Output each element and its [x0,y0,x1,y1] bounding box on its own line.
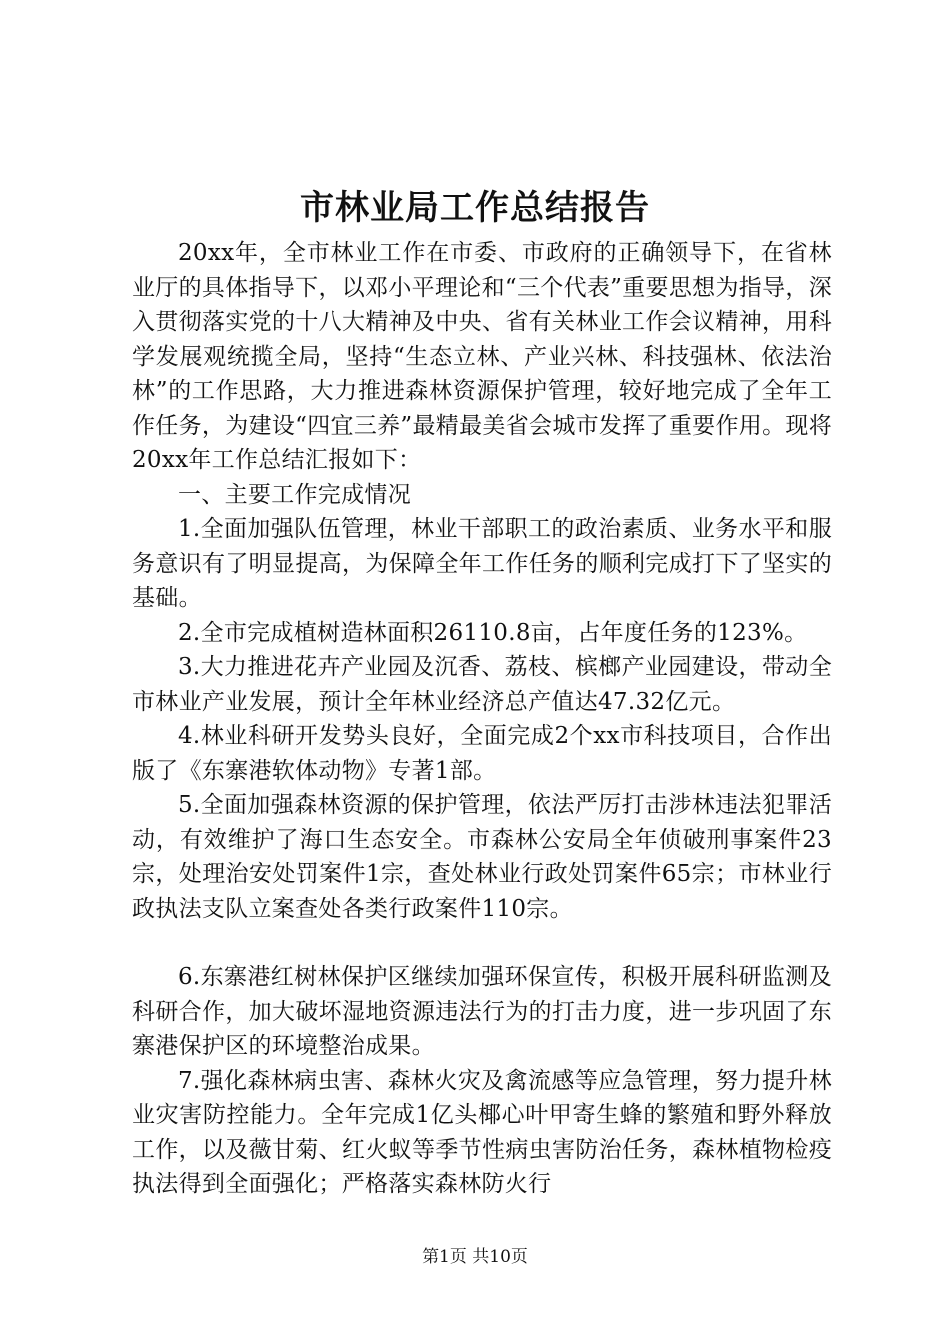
page-footer: 第1页 共10页 [422,1247,528,1267]
section-heading: 一、主要工作完成情况 [178,481,411,508]
document-body [132,236,832,1202]
paragraph-item-2: 2.全市完成植树造林面积26110.8亩，占年度任务的123%。 [178,619,808,646]
paragraph-item-3: 3.大力推进花卉产业园及沉香、荔枝、槟榔产业园建设，带动全市林业产业发展，预计全年林业经济总产值达47.32亿元。 [132,654,832,715]
paragraph-item-5: 5.全面加强森林资源的保护管理，依法严厉打击涉林违法犯罪活动，有效维护了海口生态安全。市森林公安局全年侦破刑事案件23宗，处理治安处罚案件1宗，查处林业行政处罚案件65宗；市林业行政执法支队立案查处各类行政案件110宗。 [132,792,832,922]
paragraph-item-1: 1.全面加强队伍管理，林业干部职工的政治素质、业务水平和服务意识有了明显提高，为保障全年工作任务的顺利完成打下了坚实的基础。 [132,516,832,611]
paragraph-item-7: 7.强化森林病虫害、森林火灾及禽流感等应急管理，努力提升林业灾害防控能力。全年完成1亿头椰心叶甲寄生蜂的繁殖和野外释放工作，以及薇甘菊、红火蚁等季节性病虫害防治任务，森林植物检疫执法得到全面强化；严格落实森林防火行 [132,1067,832,1197]
paragraph-item-6: 6.东寨港红树林保护区继续加强环保宣传，积极开展科研监测及科研合作，加大破坏湿地资源违法行为的打击力度，进一步巩固了东寨港保护区的环境整治成果。 [132,964,832,1059]
document-title: 市林业局工作总结报告 [300,188,650,228]
paragraph-intro: 20xx年，全市林业工作在市委、市政府的正确领导下，在省林业厅的具体指导下，以邓小平理论和“三个代表”重要思想为指导，深入贯彻落实党的十八大精神及中央、省有关林业工作会议精神，用科学发展观统揽全局，坚持“生态立林、产业兴林、科技强林、依法治林”的工作思路，大力推进森林资源保护管理，较好地完成了全年工作任务，为建设“四宜三养”最精最美省会城市发挥了重要作用。现将20xx年工作总结汇报如下： [132,240,832,473]
blank-line [132,926,832,960]
paragraph-item-4: 4.林业科研开发势头良好，全面完成2个xx市科技项目，合作出版了《东寨港软体动物》专著1部。 [132,723,832,784]
